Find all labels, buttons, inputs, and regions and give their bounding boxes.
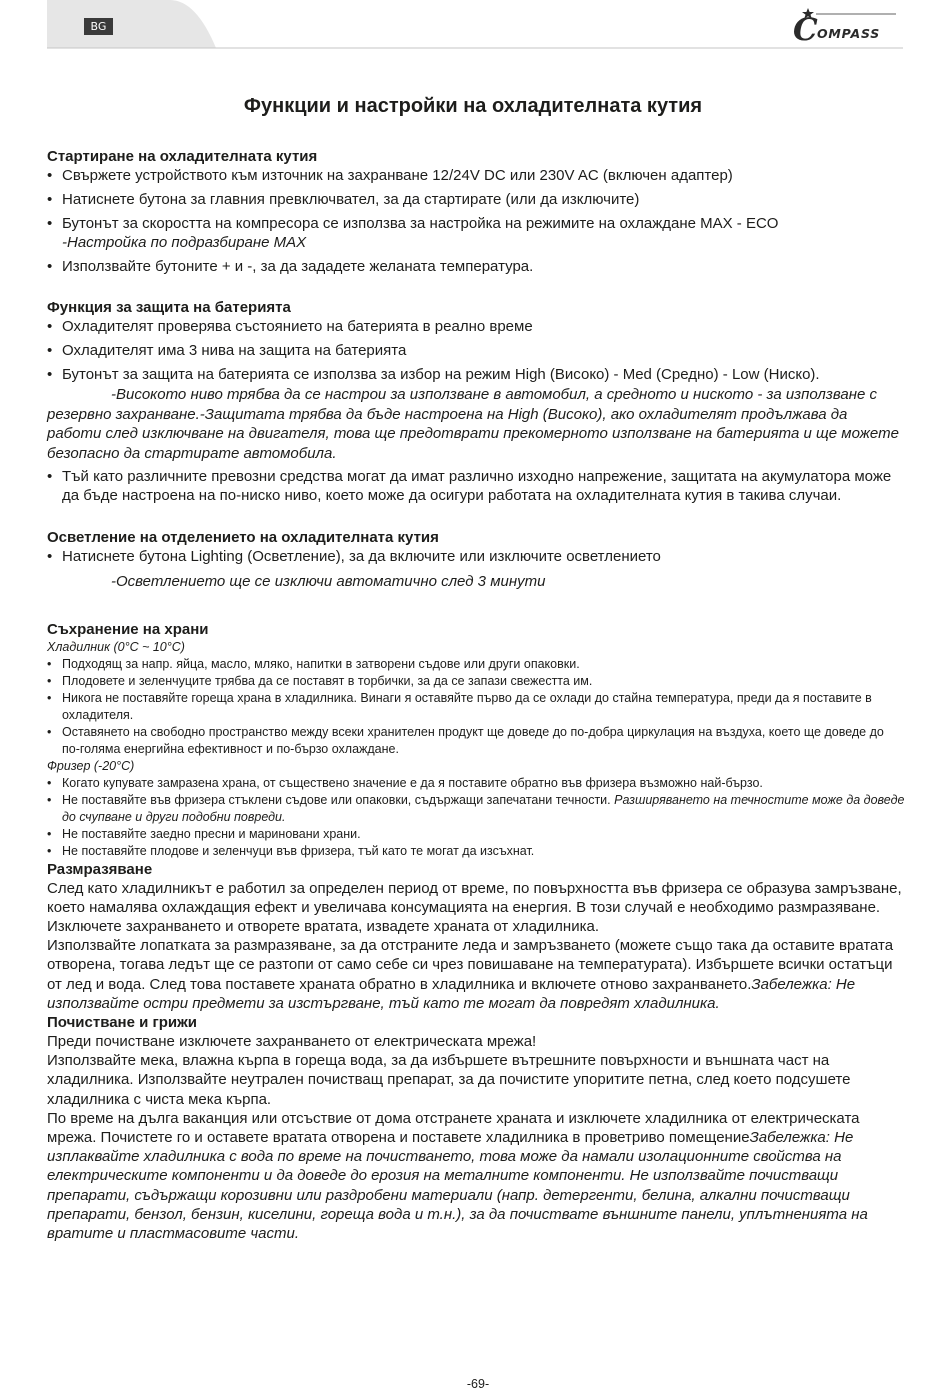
- list-item: • Натиснете бутона Lighting (Осветление), за да включите или изключите осветлението: [47, 547, 905, 566]
- paragraph: Използвайте лопатката за размразяване, за да отстраните леда и замръзването (можете също така да оставите вратата отворена, тогава ледът ще се разтопи от само себе си чрез повишаване на температурата). Избършете всички остатъци от лед и вода. След това поставете храната обратно в хладилника и включете отново захранването.Забележка: Не използвайте остри предмети за изстъргване, тъй като те могат да повредят хладилника.: [47, 937, 894, 1012]
- bullet-list: [47, 547, 905, 566]
- list-item: • Плодовете и зеленчуците трябва да се поставят в торбички, за да се запази свежестта им.: [47, 673, 905, 690]
- lighting-note: -Осветлението ще се изключи автоматично след 3 минути: [111, 573, 546, 590]
- list-item: • Подходящ за напр. яйца, масло, мляко, напитки в затворени съдове или други опаковки.: [47, 656, 905, 673]
- list-item: • Използвайте бутоните + и -, за да зададете желаната температура.: [47, 257, 905, 276]
- list-item: • Охладителят проверява състоянието на батерията в реално време: [47, 317, 905, 336]
- bullet-list: [47, 467, 905, 505]
- list-item: • Оставянето на свободно пространство между всеки хранителен продукт ще доведе до по-добра циркулация на въздуха, което ще доведе до по-голяма енергийна ефективност и по-бързо охлаждане.: [47, 724, 905, 758]
- language-badge: BG: [84, 18, 113, 35]
- page-title: Функции и настройки на охладителната кутия: [243, 95, 703, 117]
- paragraph: По време на дълга ваканция или отсъствие от дома отстранете храната и изключете хладилника от електрическата мрежа. Почистете го и оставете вратата отворена и поставете хладилника в проветриво помещениеЗабележка: Не изплаквайте хладилника с вода по време на почистването, това може да намали изолационните свойства на електрическите компоненти и да доведе до ерозия на металните компоненти. Не използвайте почистващи препарати, съдържащи корозивни или раздробени материали (напр. детергенти, белина, алкални почистващи препарати, бензол, бензин, киселини, гореща вода и т.н.), за да почиствате външните панели, уплътненията на вратите и пластмасовите части.: [47, 1109, 868, 1242]
- svg-text:C: C: [793, 12, 818, 44]
- section-title: Осветление на отделението на охладителната кутия: [47, 529, 439, 546]
- paragraph: Изключете захранването и отворете вратата, извадете храната от хладилника.: [47, 917, 599, 935]
- section-title: Стартиране на охладителната кутия: [47, 148, 318, 165]
- section-defrost: [47, 861, 905, 1013]
- default-setting-note: -Настройка по подразбиране MAX: [62, 234, 307, 251]
- bullet-list: [47, 656, 905, 758]
- bullet-list: [47, 775, 905, 860]
- paragraph: което намалява охлаждащия ефект и увеличава консумацията на енергия. В този случай е необходимо размразяване.: [47, 898, 881, 916]
- list-item: • Бутонът за скоростта на компресора се използва за настройка на режимите на охлаждане MAX - ECO -Настройка по подразбиране MAX: [47, 214, 905, 252]
- list-item: • Не поставяйте плодове и зеленчуци във фризера, тъй като те могат да изсъхнат.: [47, 843, 905, 860]
- section-title: Размразяване: [47, 860, 153, 878]
- list-item: • Бутонът за защита на батерията се използва за избор на режим High (Високо) - Med (Средно) - Low (Ниско).: [47, 365, 905, 384]
- section-title: Функция за защита на батерията: [47, 299, 291, 316]
- bullet-list: [47, 317, 905, 384]
- section-cleaning: [47, 1014, 905, 1243]
- battery-note: -Високото ниво трябва да се настрои за използване в автомобил, а средното и ниското - за използване с резервно захранване.-Защитата трябва да бъде настроена на High (Високо), ако охладителят продължава да работи след изключване на двигателя, това ще предотврати прекомерното използване на батерията и ще можете безопасно да стартирате автомобила.: [47, 386, 899, 462]
- list-item: • Свържете устройството към източник на захранване 12/24V DC или 230V AC (включен адаптер): [47, 166, 905, 185]
- freezer-label: Фризер (-20°C): [47, 758, 135, 773]
- section-title: Почистване и грижи: [47, 1013, 197, 1031]
- list-item: • Тъй като различните превозни средства могат да имат различно изходно напрежение, защитата на акумулатора може да бъде настроена на по-ниско ниво, което може да осигури работата на охладителната кутия в такива случаи.: [47, 467, 905, 505]
- list-item: • Не поставяйте заедно пресни и мариновани храни.: [47, 826, 905, 843]
- list-item: • Не поставяйте във фризера стъклени съдове или опаковки, съдържащи запечатани течности. Разширяването на течностите може да доведе до счупване и други подобни повреди.: [47, 792, 905, 826]
- list-item: • Когато купувате замразена храна, от съществено значение е да я поставите обратно във фризера възможно най-бързо.: [47, 775, 905, 792]
- fridge-label: Хладилник (0°C ~ 10°C): [47, 639, 185, 654]
- paragraph: Използвайте мека, влажна кърпа в гореща вода, за да избършете вътрешните повърхности и външната част на хладилника. Използвайте неутрален почистващ препарат, за да почистите упоритите петна, след което подсушете хладилника с чиста мека кърпа.: [47, 1052, 851, 1108]
- paragraph: Преди почистване изключете захранването от електрическата мрежа!: [47, 1032, 537, 1050]
- section-title: Съхранение на храни: [47, 620, 209, 638]
- bullet-list: [47, 166, 905, 276]
- list-item: • Охладителят има 3 нива на защита на батерията: [47, 341, 905, 360]
- list-item: • Никога не поставяйте гореща храна в хладилника. Винаги я оставяйте първо да се охлади до стайна температура, преди да я поставите в охладителя.: [47, 690, 905, 724]
- section-storage: [47, 621, 905, 860]
- page-header: [0, 0, 950, 52]
- page-number: -69-: [466, 1377, 490, 1391]
- list-item: • Натиснете бутона за главния превключвател, за да стартирате (или да изключите): [47, 190, 905, 209]
- svg-text:OMPASS: OMPASS: [817, 26, 881, 41]
- paragraph: След като хладилникът е работил за определен период от време, по повърхността във фризера се образува замръзване,: [47, 879, 902, 897]
- section-lighting: [47, 529, 905, 592]
- compass-logo: [792, 6, 904, 44]
- section-start: [47, 148, 905, 276]
- content: [47, 146, 905, 1243]
- section-battery: [47, 299, 905, 505]
